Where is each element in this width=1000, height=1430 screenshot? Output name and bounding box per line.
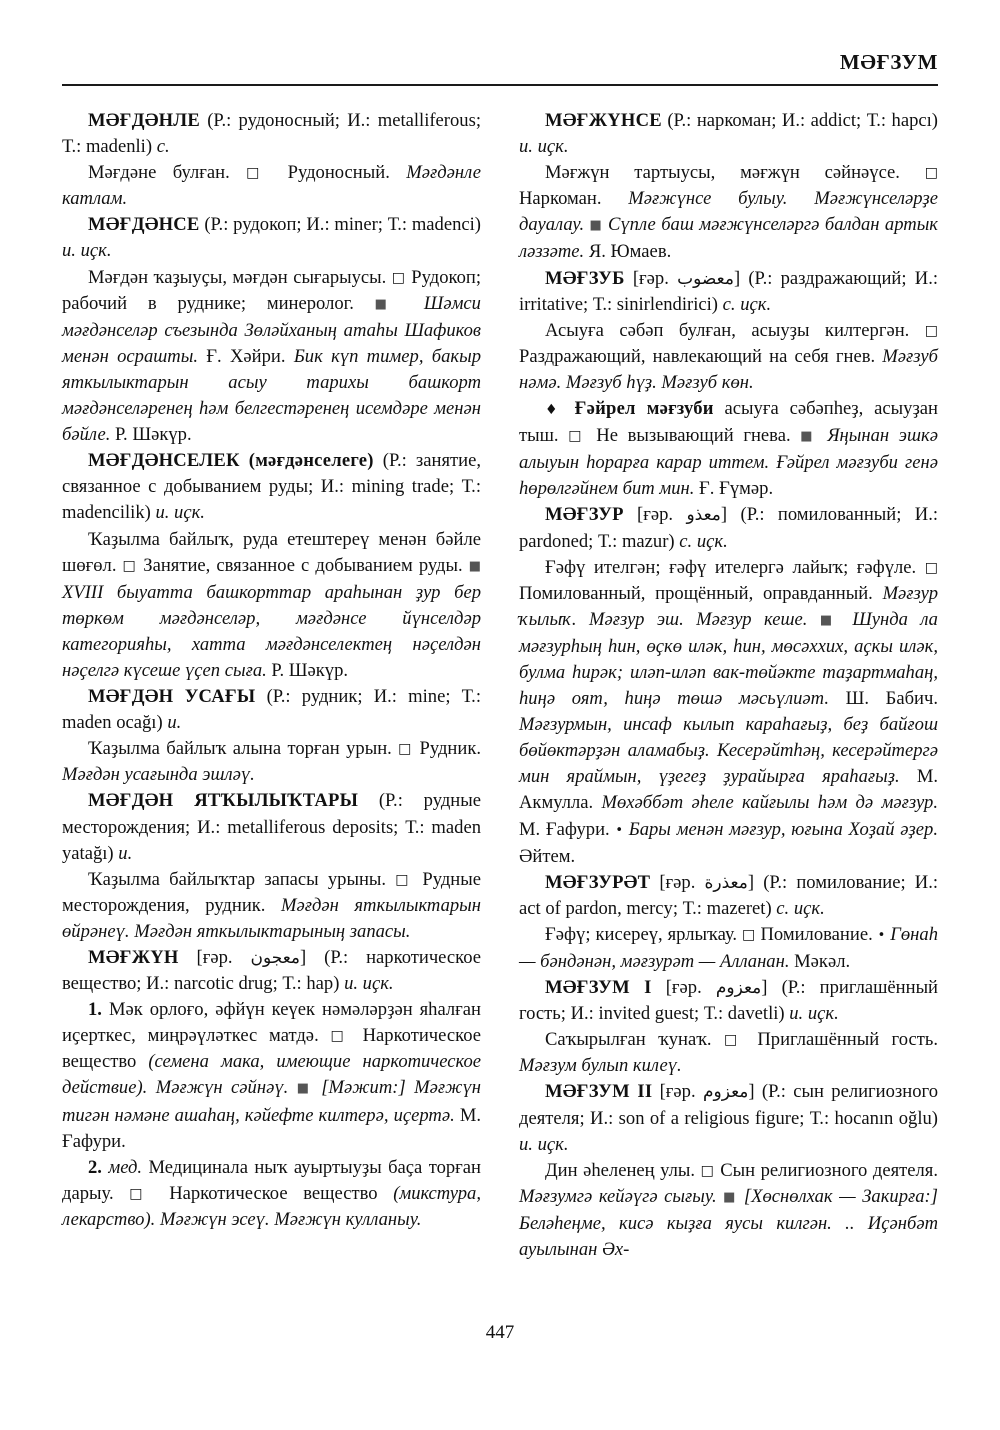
bashkir-def: Асыуға сәбәп булған, асыуҙы килтергән. [545,319,925,341]
headword: МӘҒЗУМ II [545,1081,653,1103]
entry-magzhun-head: МӘҒЖҮН [ғәр. معجون] (Р.: наркотическое вещество; И.: narcotic drug; Т.: hap) и. иҫк. [62,947,482,995]
russian-def: Помилованный, прощённый, оправданный. [519,582,883,604]
headword: МӘҒДӘНСЕ [88,214,200,236]
example: Мәғдән усағында эшләү. [62,764,255,786]
open-square-icon: □ [700,1162,715,1179]
russian-def: Сын религиозного деятеля. [720,1159,938,1181]
russian-def: Рудоносный. [287,162,407,184]
citation: [Мәжит:] Мәғжүн тигән нәмәне ашаһаң, кәйефте килтерә, иҫертә. [62,1077,481,1126]
russian-def: Наркоман. [519,188,629,210]
etymology-label: ғәр. [671,977,702,999]
open-square-icon: □ [723,1032,745,1049]
entry-magzum-2-head: МӘҒЗУМ II [ғәр. معزوم] (Р.: сын религиозного деятеля; И.: son of a religious figure; Т.: hocanın oğlu) и. иҫк. [519,1081,938,1155]
headword: МӘҒДӘНСЕЛЕК [88,450,240,472]
entry-magzurat-body [519,922,938,975]
entry-magzum-1-body [519,1027,938,1079]
citation: Шунда ла мәғзурһың һин, өҫкө иләк, һин, мөсәххих, аҫкы иләк, булма һирәк; иләп-иләп вак-төйәкте таҙартмаһаң, һиңә оят, һиңә төшә мәсьүлиәт. [519,608,938,710]
citation-author: М. Ғафури. [62,1104,481,1152]
example: Мәғжүн эсеү. Мәғжүн кулланыу. [159,1208,422,1230]
open-square-icon: □ [924,559,938,576]
etymology-arabic: معجون [250,948,301,968]
bashkir-def: Саҡырылған ҡунаҡ. [545,1029,724,1051]
example: Мәғзумгә кейәүгә сығыу. [519,1185,724,1207]
entry-magdanselek-body [62,527,481,685]
entry-magdanle-body [62,160,481,212]
open-square-icon: □ [129,1185,154,1202]
headword: МӘҒЗУР [545,504,624,526]
open-square-icon: □ [391,269,406,286]
entry-magdanle-head [62,108,481,160]
citation-author: Р. Шәкүр. [271,659,349,681]
filled-square-icon: ■ [723,1189,738,1205]
citation-author: Р. Шәкүр. [115,424,192,446]
entry-magzub-subentry [519,396,938,502]
etymology-label: ғәр. [665,871,696,893]
citation-author: Ғ. Хәйри. [206,345,286,367]
grammar-label: и. иҫк. [519,1133,569,1155]
gloss-block: (Р.: наркоман; И.: addict; Т.: hapcı) [667,110,938,131]
grammar-label: с. иҫк. [679,530,728,552]
etymology-label: ғәр. [643,504,674,526]
grammar-label: с. [156,136,170,158]
filled-square-icon: ■ [589,218,603,234]
russian-def: Помилование. [760,923,878,945]
open-square-icon: □ [122,557,138,574]
headword: МӘҒЖҮНСЕ [545,110,662,131]
example: Мәғдәнле катлам. [62,162,481,210]
citation: Шәмси мәғдәнселәр съезында Зөләйханың атаһы Шафиков менән осрашты. [62,292,481,367]
bashkir-def: Медицинала ныҡ ауыртыуҙы баҫа торған дарыу. [62,1156,481,1204]
entry-magzurat-head: МӘҒЗУРӘТ [ғәр. معذرة] (Р.: помилование; И.: act of pardon, mercy; Т.: mazeret) с. иҫк. [519,871,939,919]
gloss-block: (Р.: занятие, связанное с добыванием руды; И.: mining trade; Т.: madencilik) [62,450,481,524]
example: Мәғзум булып килеү. [519,1055,682,1077]
grammar-label: и. иҫк. [344,973,394,995]
citation: Яңынан эшкә алыуын һорарға карар иттем. Ғәйрел мәғзуби генә һөрөлгәйнем бит мин. [519,425,938,500]
entry-magzur-head: МӘҒЗУР [ғәр. معذو] (Р.: помилованный; И.: pardoned; Т.: mazur) с. иҫк. [519,504,939,552]
bashkir-def: Мәғдәне булған. [88,162,247,184]
entry-magdanselek-head [62,448,481,526]
bashkir-def: Ҡаҙылма байлыҡ, руда етештереү менән бәйле шөғөл. [62,528,481,576]
russian-def-note: (семена мака, имеющие наркотическое действие). [62,1051,482,1099]
russian-def-note: (микстура, лекарство). [62,1182,481,1230]
running-head: МӘҒЗУМ [839,50,938,74]
bashkir-def: Мәғжүн тартыусы, мәғжүн сәйнәүсе. [545,162,925,184]
russian-def: Наркотическое вещество [169,1182,394,1204]
entry-magdan-usagy-head [62,684,481,736]
gloss-block: (Р.: помилование; И.: act of pardon, mercy; Т.: mazeret) [519,871,939,919]
entry-magzub-head: МӘҒЗУБ [ғәр. معضوب] (Р.: раздражающий; И.: irritative; Т.: sinirlendirici) с. иҫк. [519,267,939,315]
subentry-headword: Ғәйрел мәғзуби [574,398,714,420]
entry-magdan-yatkylyktary-head [62,788,481,866]
entry-magzhun-sense-1 [62,997,481,1155]
russian-def: Приглашённый гость. [757,1029,938,1051]
russian-def: Занятие, связанное с добыванием руды. [143,554,469,576]
bashkir-def: Мәғдән ҡаҙыуҫы, мәғдән сығарыусы. [88,266,392,288]
citation: Мөхәббәт әһеле кайғылы һәм дә мәғзур. [601,792,938,814]
column-container [62,108,938,1288]
bashkir-def: Ҡаҙылма байлыҡ алына торған урын. [88,738,399,760]
entry-magzhunse-body [519,160,938,265]
gloss-block: (Р.: рудокоп; И.: miner; Т.: madenci) [204,214,481,236]
grammar-label: с. иҫк. [722,293,772,315]
page-number: 447 [485,1322,515,1343]
filled-square-icon: ■ [819,612,840,628]
headword: МӘҒЖҮН [88,947,179,968]
headword: МӘҒДӘНЛЕ [88,110,200,131]
proverb: Гөнаһ — бәндәнән, мәғзурәт — Алланан. [519,923,938,972]
header-rule [62,84,938,86]
gloss-block: (Р.: рудные месторождения; И.: metalliferous deposits; Т.: maden yatağı) [62,790,481,864]
bullet-icon: • [877,927,886,943]
entry-magzhunse-head [519,108,938,160]
example: Мәғжүнсе булыу. Мәғжүнселәрҙе дауалау. [519,188,938,236]
entry-magdanse-head [62,212,481,264]
etymology-label: ғәр. [639,267,669,289]
open-square-icon: □ [741,926,756,943]
entry-magzhun-sense-2 [62,1155,481,1233]
russian-def: Раздражающий, навлекающий на себя гнев. [519,345,883,367]
filled-square-icon: ■ [468,558,481,574]
grammar-label: и. [167,712,182,734]
filled-square-icon: ■ [296,1081,313,1097]
citation: XVIII быуатта башкорттар араһынан ҙур бер төркөм мәғдәнселәр, мәғдәнсе йүнселдәр категорияһы, хатта мәғдәнселектең нәҫелдән нәҫелгә күсеше үҫеп сыға. [62,581,481,681]
proverb: Бары менән мәғзур, юғына Хоҙай әҙер. [628,818,938,840]
etymology-arabic: معزوم [702,1082,749,1103]
gloss-block: (Р.: сын религиозного деятеля; И.: son of a religious figure; Т.: hocanın oğlu) [519,1081,938,1129]
bashkir-def: Мәк орлоғо, әфйүн кеүек нәмәләрҙән яһалған иҫерткес, миңрәүләткес матдә. [62,999,482,1047]
example: Мәғдән яткылыктарын өйрәнеү. Мәғдән яткылыктарының запасы. [62,894,481,942]
open-square-icon: □ [395,871,414,888]
entry-magdan-yatkylyktary-body [62,867,481,945]
entry-magdanse-body [62,265,481,449]
example: Мәғзуб нәмә. Мәғзуб һүҙ. Мәғзуб көн. [519,345,938,393]
open-square-icon: □ [246,165,272,182]
gloss-block: (Р.: рудник; И.: mine; Т.: maden ocağı) [62,686,481,734]
entry-magdan-usagy-body [62,736,481,788]
filled-square-icon: ■ [374,296,404,312]
open-square-icon: □ [330,1028,351,1045]
field-label: мед. [108,1156,143,1178]
citation: [Хөснөлхак — Закирға:] Беләһеңме, кисә кыҙға яусы килгән. .. Иҫәнбәт ауылынан Әх- [519,1185,938,1261]
grammar-label: и. иҫк. [155,502,205,524]
grammar-label: и. [118,842,133,864]
etymology-arabic: معزوم [715,978,762,999]
etymology-label: ғәр. [202,947,233,968]
right-column [519,108,938,1288]
grammar-label: и. иҫк. [62,240,112,262]
gloss-block: (Р.: приглашённый гость; И.: invited guest; Т.: davetli) [519,977,939,1025]
grammar-label: и. иҫк. [789,1003,839,1025]
citation: Бик күп тимер, бакыр яткылыктарын асыу тарихы башкорт мәғдәнселәренең һәм белгестәренең исемдәре менән бәйле. [62,345,482,446]
headword-form: (мәғдәнселеге) [248,450,374,472]
russian-def: Наркотическое вещество [62,1025,481,1073]
example: Мәғзур ҡылыҡ. Мәғзур эш. Мәғзур кеше. [519,582,938,630]
citation-author: Ғ. Ғүмәр. [699,478,774,500]
gloss-block: (Р.: наркотическое вещество; И.: narcotic drug; Т.: hap) [62,947,482,995]
bashkir-def: Ғәфү; кисереү, ярлыҡау. [545,923,742,945]
open-square-icon: □ [924,322,938,339]
open-square-icon: □ [398,741,414,758]
entry-magzub-body [519,318,938,396]
filled-square-icon: ■ [800,429,818,445]
gloss-block: (Р.: раздражающий; И.: irritative; Т.: sinirlendirici) [519,267,939,315]
headword: МӘҒЗУБ [545,267,625,289]
citation-author: Я. Юмаев. [588,241,672,263]
bashkir-def: Ҡаҙылма байлыҡтар запасы урыны. [88,868,396,890]
proverb-source: Әйтем. [519,845,576,867]
open-square-icon: □ [924,165,938,182]
citation-author: М. Акмулла. [519,766,938,814]
russian-def: Рудокоп; рабочий в руднике; минеролог. [62,266,482,314]
entry-magzum-2-body [519,1158,938,1263]
headword: МӘҒЗУМ I [545,977,652,999]
grammar-label: с. иҫк. [776,897,825,919]
etymology-arabic: معذرة [704,872,748,893]
left-column [62,108,481,1288]
bashkir-def: Дин әһеленең улы. [545,1159,701,1181]
etymology-arabic: معضوب [677,268,734,289]
russian-def: Рудные месторождения, рудник. [62,868,481,916]
proverb-source: Мәкәл. [794,951,851,972]
etymology-label: ғәр. [665,1081,696,1103]
example: Мәғжүн сәйнәү. [155,1077,297,1099]
entry-magzum-1-head: МӘҒЗУМ I [ғәр. معزوم] (Р.: приглашённый гость; И.: invited guest; Т.: davetli) и. иҫк. [519,977,939,1025]
citation: Сүпле баш мәғжүнселәргә балдан артык ләззәте. [519,214,938,263]
russian-def: Не вызывающий гнева. [596,425,801,447]
etymology-arabic: معذو [686,505,721,526]
citation: Мәғзурмын, инсаф кылып караһағыҙ, беҙ байғош бөйөктәрҙән аламабыҙ. Кесерәйтһәң, кесерәйтергә мин яраймын, үҙегеҙ ҙурайырға яраһағыҙ. [519,714,938,788]
gloss-block: (Р.: помилованный; И.: pardoned; Т.: mazur) [519,504,939,552]
bashkir-def: Ғәфү ителгән; ғәфү ителергә лайыҡ; ғәфүле. [545,556,925,578]
entry-magzur-body [519,555,938,870]
sense-number: 2. [88,1156,102,1178]
bashkir-def: асыуға сәбәпһеҙ, асыуҙан тыш. [519,398,938,447]
citation-author: М. Ғафури. [519,818,616,840]
bullet-icon: • [615,822,624,838]
headword: МӘҒДӘН УСАҒЫ [88,686,256,708]
diamond-icon: ♦ [545,402,564,419]
headword: МӘҒЗУРӘТ [545,871,651,893]
citation-author: Ш. Бабич. [845,688,938,710]
open-square-icon: □ [568,428,587,445]
grammar-label: и. иҫк. [519,136,569,158]
gloss-block: (Р.: рудоносный; И.: metalliferous; Т.: madenli) [62,110,481,158]
headword: МӘҒДӘН ЯТҠЫЛЫҠТАРЫ [88,790,359,812]
russian-def: Рудник. [419,738,482,760]
sense-number: 1. [88,999,102,1021]
